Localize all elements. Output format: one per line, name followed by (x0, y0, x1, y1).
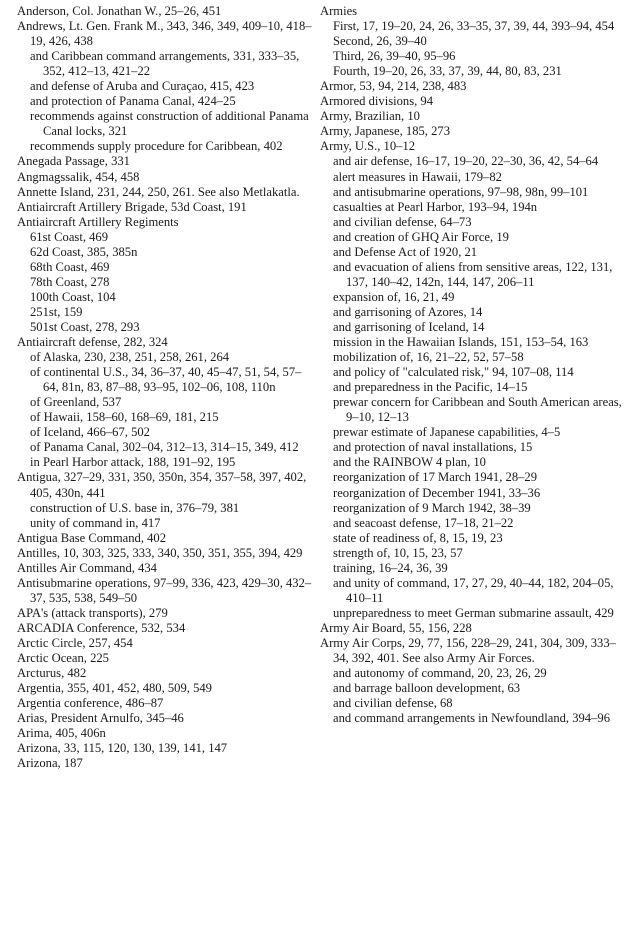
index-entry: Army Air Board, 55, 156, 228 (320, 620, 472, 635)
index-entry: Antilles, 10, 303, 325, 333, 340, 350, 351, 355, 394, 429 (17, 545, 303, 560)
index-entry: Army, U.S., 10–12 (320, 139, 416, 154)
index-subentry: casualties at Pearl Harbor, 193–94, 194n (333, 199, 538, 214)
index-subentry: and creation of GHQ Air Force, 19 (333, 229, 509, 244)
index-subentry: 251st, 159 (30, 304, 83, 319)
index-entry: Armored divisions, 94 (320, 94, 433, 109)
index-subentry: of Iceland, 466–67, 502 (30, 425, 150, 440)
index-entry: Antilles Air Command, 434 (17, 560, 157, 575)
index-subentry: of Panama Canal, 302–04, 312–13, 314–15, 349, 412 (30, 440, 299, 455)
index-subentry: and the RAINBOW 4 plan, 10 (333, 455, 486, 470)
index-subentry: and antisubmarine operations, 97–98, 98n, 99–101 (333, 184, 589, 199)
index-subentry: alert measures in Hawaii, 179–82 (333, 169, 502, 184)
index-subentry: and protection of naval installations, 15 (333, 440, 533, 455)
index-subentry: reorganization of 17 March 1941, 28–29 (333, 470, 538, 485)
index-entry: Antisubmarine operations, 97–99, 336, 423, 429–30, 432–37, 535, 538, 549–50 (17, 575, 312, 605)
index-entry: ARCADIA Conference, 532, 534 (17, 620, 186, 635)
index-entry: Antiaircraft Artillery Regiments (17, 214, 179, 229)
index-subentry: and Defense Act of 1920, 21 (333, 244, 478, 259)
index-subentry: and civilian defense, 64–73 (333, 214, 472, 229)
index-entry: Antiaircraft defense, 282, 324 (17, 335, 168, 350)
index-subentry: mobilization of, 16, 21–22, 52, 57–58 (333, 350, 524, 365)
index-subentry: unpreparedness to meet German submarine assault, 429 (333, 605, 614, 620)
index-subentry: of continental U.S., 34, 36–37, 40, 45–47, 51, 54, 57–64, 81n, 83, 87–88, 93–95, 102–06, 108, 110n (30, 365, 302, 395)
index-entry: Arias, President Arnulfo, 345–46 (17, 711, 184, 726)
index-subentry: and barrage balloon development, 63 (333, 681, 521, 696)
index-entry: Arctic Circle, 257, 454 (17, 635, 133, 650)
index-subentry: and command arrangements in Newfoundland, 394–96 (333, 711, 610, 726)
index-entry: Arima, 405, 406n (17, 726, 106, 741)
index-subentry: and evacuation of aliens from sensitive areas, 122, 131, 137, 140–42, 142n, 144, 147, 206–11 (333, 259, 613, 289)
index-subentry: Second, 26, 39–40 (333, 34, 427, 49)
index-subentry: Third, 26, 39–40, 95–96 (333, 49, 456, 64)
index-entry: Army Air Corps, 29, 77, 156, 228–29, 241, 304, 309, 333–34, 392, 401. See also Army Air Forces. (320, 635, 616, 666)
index-subentry: expansion of, 16, 21, 49 (333, 289, 455, 304)
index-subentry: and preparedness in the Pacific, 14–15 (333, 380, 528, 395)
index-entry: Antigua Base Command, 402 (17, 530, 167, 545)
index-subentry: state of readiness of, 8, 15, 19, 23 (333, 530, 503, 545)
index-entry: Antiaircraft Artillery Brigade, 53d Coast, 191 (17, 199, 247, 214)
index-subentry: prewar estimate of Japanese capabilities, 4–5 (333, 425, 561, 440)
index-entry: Argentia conference, 486–87 (17, 696, 164, 711)
index-subentry: and autonomy of command, 20, 23, 26, 29 (333, 666, 547, 681)
index-entry: Arizona, 33, 115, 120, 130, 139, 141, 147 (17, 741, 228, 756)
index-subentry: 68th Coast, 469 (30, 259, 110, 274)
index-subentry: recommends supply procedure for Caribbean, 402 (30, 139, 283, 154)
index-subentry: and air defense, 16–17, 19–20, 22–30, 36, 42, 54–64 (333, 154, 599, 169)
index-subentry: recommends against construction of additional Panama Canal locks, 321 (30, 109, 309, 139)
index-entry: Antigua, 327–29, 331, 350, 350n, 354, 357–58, 397, 402, 405, 430n, 441 (17, 470, 307, 500)
index-entry: Armies (320, 4, 358, 18)
index-subentry: in Pearl Harbor attack, 188, 191–92, 195 (30, 455, 236, 470)
index-subentry: and unity of command, 17, 27, 29, 40–44, 182, 204–05, 410–11 (333, 575, 614, 605)
index-entry: Anderson, Col. Jonathan W., 25–26, 451 (17, 4, 222, 18)
index-subentry: strength of, 10, 15, 23, 57 (333, 545, 463, 560)
index-subentry: and garrisoning of Iceland, 14 (333, 319, 485, 334)
index-subentry: and garrisoning of Azores, 14 (333, 304, 483, 319)
index-entry: Annette Island, 231, 244, 250, 261. See also Metlakatla. (17, 184, 300, 199)
index-subentry: prewar concern for Caribbean and South American areas, 9–10, 12–13 (333, 395, 622, 425)
index-entry: Army, Japanese, 185, 273 (320, 124, 450, 139)
index-entry: Armor, 53, 94, 214, 238, 483 (320, 79, 467, 94)
index-subentry: 501st Coast, 278, 293 (30, 319, 140, 334)
index-entry: Angmagssalik, 454, 458 (17, 169, 140, 184)
index-subentry: First, 17, 19–20, 24, 26, 33–35, 37, 39, 44, 393–94, 454 (333, 19, 615, 34)
index-entry: Andrews, Lt. Gen. Frank M., 343, 346, 349, 409–10, 418–19, 426, 438 (17, 19, 312, 49)
index-subentry: mission in the Hawaiian Islands, 151, 153–54, 163 (333, 335, 589, 350)
index-entry: Arizona, 187 (17, 756, 83, 771)
index-subentry: reorganization of December 1941, 33–36 (333, 485, 541, 500)
index-subentry: and Caribbean command arrangements, 331, 333–35, 352, 412–13, 421–22 (30, 49, 300, 79)
index-subentry: 62d Coast, 385, 385n (30, 244, 138, 259)
index-subentry: and seacoast defense, 17–18, 21–22 (333, 515, 514, 530)
index-column-right (320, 4, 630, 726)
index-subentry: training, 16–24, 36, 39 (333, 560, 448, 575)
index-subentry: reorganization of 9 March 1942, 38–39 (333, 500, 531, 515)
index-entry: APA's (attack transports), 279 (17, 605, 168, 620)
index-subentry: and defense of Aruba and Curaçao, 415, 423 (30, 79, 255, 94)
index-subentry: of Hawaii, 158–60, 168–69, 181, 215 (30, 410, 219, 425)
index-subentry: construction of U.S. base in, 376–79, 381 (30, 500, 240, 515)
index-column-left (17, 4, 317, 771)
index-subentry: unity of command in, 417 (30, 515, 161, 530)
index-subentry: of Greenland, 537 (30, 395, 122, 410)
index-subentry: and policy of "calculated risk," 94, 107–08, 114 (333, 365, 574, 380)
index-subentry: of Alaska, 230, 238, 251, 258, 261, 264 (30, 350, 230, 365)
index-entry: Army, Brazilian, 10 (320, 109, 420, 124)
index-subentry: 78th Coast, 278 (30, 274, 110, 289)
index-entry: Anegada Passage, 331 (17, 154, 130, 169)
index-entry: Argentia, 355, 401, 452, 480, 509, 549 (17, 681, 212, 696)
index-subentry: and protection of Panama Canal, 424–25 (30, 94, 236, 109)
index-subentry: 61st Coast, 469 (30, 229, 109, 244)
index-entry: Arctic Ocean, 225 (17, 651, 109, 666)
index-subentry: 100th Coast, 104 (30, 289, 116, 304)
index-subentry: Fourth, 19–20, 26, 33, 37, 39, 44, 80, 83, 231 (333, 64, 562, 79)
index-entry: Arcturus, 482 (17, 666, 87, 681)
index-subentry: and civilian defense, 68 (333, 696, 453, 711)
